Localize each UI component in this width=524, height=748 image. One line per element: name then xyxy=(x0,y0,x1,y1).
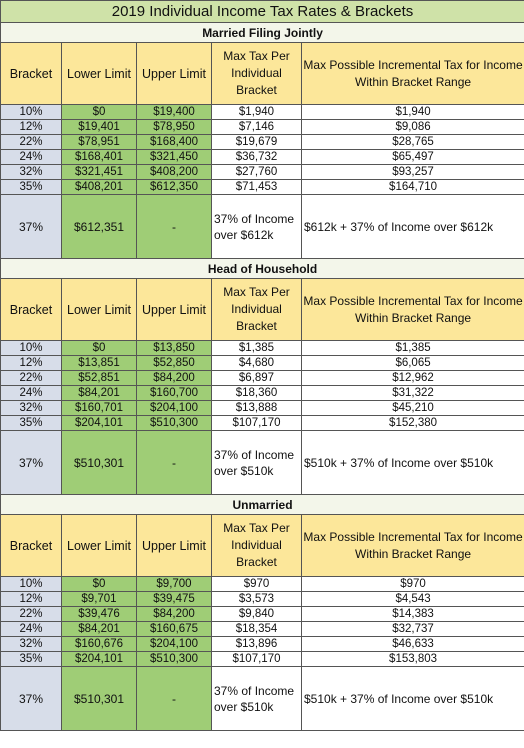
incremental-tax-column-header: Max Possible Incremental Tax for Income Within Bracket Range xyxy=(302,279,524,341)
bracket-rate: 22% xyxy=(1,135,62,150)
lower-limit: $612,351 xyxy=(62,195,137,259)
max-tax: $4,680 xyxy=(212,356,302,371)
incremental-tax: $510k + 37% of Income over $510k xyxy=(302,431,524,495)
lower-limit: $204,101 xyxy=(62,652,137,667)
upper-limit: $13,850 xyxy=(137,341,212,356)
table-row xyxy=(1,341,524,356)
upper-limit: $321,450 xyxy=(137,150,212,165)
table-row xyxy=(1,105,524,120)
lower-limit: $321,451 xyxy=(62,165,137,180)
bracket-rate: 10% xyxy=(1,105,62,120)
bracket-rate: 24% xyxy=(1,386,62,401)
top-bracket-row xyxy=(1,667,524,731)
table-row xyxy=(1,135,524,150)
bracket-column-header: Bracket xyxy=(1,43,62,105)
column-header-row xyxy=(1,279,524,341)
lower-limit: $510,301 xyxy=(62,431,137,495)
table-row xyxy=(1,592,524,607)
bracket-rate: 12% xyxy=(1,120,62,135)
upper-limit: - xyxy=(137,431,212,495)
max-tax: $18,354 xyxy=(212,622,302,637)
upper-limit: $612,350 xyxy=(137,180,212,195)
upper-limit: $84,200 xyxy=(137,371,212,386)
table-row xyxy=(1,356,524,371)
lower-limit: $0 xyxy=(62,341,137,356)
bracket-rate: 12% xyxy=(1,356,62,371)
lower-limit-column-header: Lower Limit xyxy=(62,515,137,577)
upper-limit: $510,300 xyxy=(137,652,212,667)
incremental-tax: $12,962 xyxy=(302,371,524,386)
bracket-rate: 32% xyxy=(1,637,62,652)
table-row xyxy=(1,386,524,401)
lower-limit: $84,201 xyxy=(62,622,137,637)
lower-limit: $160,676 xyxy=(62,637,137,652)
bracket-rate: 10% xyxy=(1,577,62,592)
incremental-tax: $46,633 xyxy=(302,637,524,652)
incremental-tax: $4,543 xyxy=(302,592,524,607)
max-tax: 37% of Income over $510k xyxy=(212,667,302,731)
lower-limit: $160,701 xyxy=(62,401,137,416)
incremental-tax: $510k + 37% of Income over $510k xyxy=(302,667,524,731)
lower-limit: $204,101 xyxy=(62,416,137,431)
max-tax: $6,897 xyxy=(212,371,302,386)
incremental-tax: $153,803 xyxy=(302,652,524,667)
incremental-tax: $9,086 xyxy=(302,120,524,135)
lower-limit: $78,951 xyxy=(62,135,137,150)
lower-limit: $19,401 xyxy=(62,120,137,135)
lower-limit: $52,851 xyxy=(62,371,137,386)
max-tax: 37% of Income over $510k xyxy=(212,431,302,495)
max-tax-column-header: Max Tax Per Individual Bracket xyxy=(212,515,302,577)
table-row xyxy=(1,622,524,637)
upper-limit: $160,700 xyxy=(137,386,212,401)
lower-limit: $0 xyxy=(62,577,137,592)
lower-limit-column-header: Lower Limit xyxy=(62,43,137,105)
bracket-rate: 12% xyxy=(1,592,62,607)
incremental-tax: $93,257 xyxy=(302,165,524,180)
table-row xyxy=(1,416,524,431)
max-tax: $13,888 xyxy=(212,401,302,416)
incremental-tax: $31,322 xyxy=(302,386,524,401)
incremental-tax: $65,497 xyxy=(302,150,524,165)
upper-limit: - xyxy=(137,195,212,259)
bracket-rate: 22% xyxy=(1,607,62,622)
table-row xyxy=(1,577,524,592)
max-tax-column-header: Max Tax Per Individual Bracket xyxy=(212,279,302,341)
top-bracket-row xyxy=(1,195,524,259)
max-tax-column-header: Max Tax Per Individual Bracket xyxy=(212,43,302,105)
table-row xyxy=(1,120,524,135)
incremental-tax: $14,383 xyxy=(302,607,524,622)
max-tax: 37% of Income over $612k xyxy=(212,195,302,259)
incremental-tax: $1,385 xyxy=(302,341,524,356)
upper-limit: $160,675 xyxy=(137,622,212,637)
table-title: 2019 Individual Income Tax Rates & Brackets xyxy=(1,1,524,23)
max-tax: $7,146 xyxy=(212,120,302,135)
upper-limit: $204,100 xyxy=(137,637,212,652)
max-tax: $107,170 xyxy=(212,652,302,667)
upper-limit: $204,100 xyxy=(137,401,212,416)
lower-limit: $0 xyxy=(62,105,137,120)
max-tax: $13,896 xyxy=(212,637,302,652)
incremental-tax-column-header: Max Possible Incremental Tax for Income Within Bracket Range xyxy=(302,43,524,105)
bracket-rate: 37% xyxy=(1,195,62,259)
incremental-tax-column-header: Max Possible Incremental Tax for Income Within Bracket Range xyxy=(302,515,524,577)
incremental-tax: $164,710 xyxy=(302,180,524,195)
upper-limit: $9,700 xyxy=(137,577,212,592)
column-header-row xyxy=(1,515,524,577)
upper-limit-column-header: Upper Limit xyxy=(137,279,212,341)
table-row xyxy=(1,165,524,180)
bracket-rate: 32% xyxy=(1,165,62,180)
lower-limit: $168,401 xyxy=(62,150,137,165)
max-tax: $27,760 xyxy=(212,165,302,180)
max-tax: $107,170 xyxy=(212,416,302,431)
max-tax: $1,940 xyxy=(212,105,302,120)
lower-limit-column-header: Lower Limit xyxy=(62,279,137,341)
upper-limit: $84,200 xyxy=(137,607,212,622)
max-tax: $19,679 xyxy=(212,135,302,150)
lower-limit: $39,476 xyxy=(62,607,137,622)
bracket-rate: 22% xyxy=(1,371,62,386)
lower-limit: $408,201 xyxy=(62,180,137,195)
bracket-rate: 35% xyxy=(1,416,62,431)
section-header-row xyxy=(1,23,524,43)
section-title: Unmarried xyxy=(1,495,524,515)
table-row xyxy=(1,607,524,622)
table-row xyxy=(1,371,524,386)
incremental-tax: $152,380 xyxy=(302,416,524,431)
upper-limit: $78,950 xyxy=(137,120,212,135)
max-tax: $18,360 xyxy=(212,386,302,401)
upper-limit: $39,475 xyxy=(137,592,212,607)
upper-limit: - xyxy=(137,667,212,731)
table-row xyxy=(1,180,524,195)
table-row xyxy=(1,401,524,416)
max-tax: $71,453 xyxy=(212,180,302,195)
bracket-rate: 10% xyxy=(1,341,62,356)
section-title: Married Filing Jointly xyxy=(1,23,524,43)
incremental-tax: $1,940 xyxy=(302,105,524,120)
lower-limit: $510,301 xyxy=(62,667,137,731)
upper-limit: $408,200 xyxy=(137,165,212,180)
table-row xyxy=(1,652,524,667)
bracket-column-header: Bracket xyxy=(1,515,62,577)
max-tax: $1,385 xyxy=(212,341,302,356)
incremental-tax: $970 xyxy=(302,577,524,592)
incremental-tax: $45,210 xyxy=(302,401,524,416)
lower-limit: $84,201 xyxy=(62,386,137,401)
top-bracket-row xyxy=(1,431,524,495)
bracket-column-header: Bracket xyxy=(1,279,62,341)
bracket-rate: 24% xyxy=(1,622,62,637)
bracket-rate: 37% xyxy=(1,667,62,731)
bracket-rate: 35% xyxy=(1,180,62,195)
upper-limit: $19,400 xyxy=(137,105,212,120)
incremental-tax: $6,065 xyxy=(302,356,524,371)
column-header-row xyxy=(1,43,524,105)
upper-limit: $52,850 xyxy=(137,356,212,371)
max-tax: $36,732 xyxy=(212,150,302,165)
max-tax: $970 xyxy=(212,577,302,592)
upper-limit-column-header: Upper Limit xyxy=(137,515,212,577)
bracket-rate: 32% xyxy=(1,401,62,416)
lower-limit: $13,851 xyxy=(62,356,137,371)
section-header-row xyxy=(1,259,524,279)
table-row xyxy=(1,150,524,165)
upper-limit-column-header: Upper Limit xyxy=(137,43,212,105)
section-header-row xyxy=(1,495,524,515)
bracket-rate: 37% xyxy=(1,431,62,495)
table-row xyxy=(1,637,524,652)
bracket-rate: 35% xyxy=(1,652,62,667)
max-tax: $9,840 xyxy=(212,607,302,622)
bracket-rate: 24% xyxy=(1,150,62,165)
incremental-tax: $612k + 37% of Income over $612k xyxy=(302,195,524,259)
lower-limit: $9,701 xyxy=(62,592,137,607)
max-tax: $3,573 xyxy=(212,592,302,607)
incremental-tax: $32,737 xyxy=(302,622,524,637)
upper-limit: $510,300 xyxy=(137,416,212,431)
section-title: Head of Household xyxy=(1,259,524,279)
upper-limit: $168,400 xyxy=(137,135,212,150)
incremental-tax: $28,765 xyxy=(302,135,524,150)
